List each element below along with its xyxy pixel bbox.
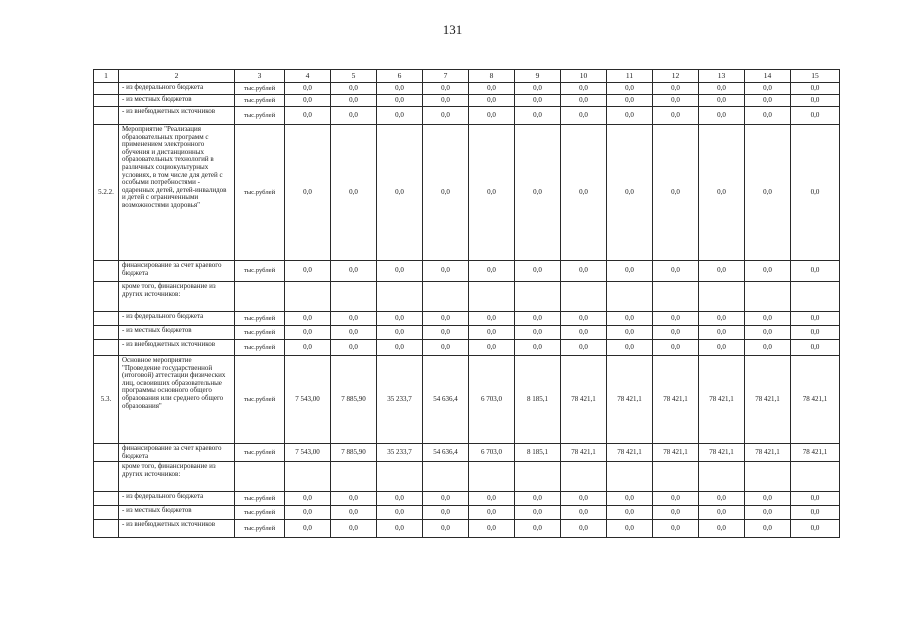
value-cell: 0,0 <box>745 312 791 326</box>
table-row <box>94 125 840 261</box>
value-cell: 0,0 <box>377 312 423 326</box>
value-cell <box>285 462 331 492</box>
value-cell: 0,0 <box>469 520 515 538</box>
item-number-cell <box>94 282 119 312</box>
value-cell: 0,0 <box>561 95 607 107</box>
table-row <box>94 340 840 356</box>
value-cell: 0,0 <box>745 107 791 125</box>
value-cell: 0,0 <box>791 312 840 326</box>
value-cell: 0,0 <box>607 520 653 538</box>
value-cell: 7 885,90 <box>331 444 377 462</box>
value-cell: 0,0 <box>515 492 561 506</box>
value-cell: 0,0 <box>423 340 469 356</box>
description-cell: - из местных бюджетов <box>119 95 235 107</box>
unit-cell: тыс.рублей <box>235 95 285 107</box>
value-cell <box>607 282 653 312</box>
value-cell: 0,0 <box>791 107 840 125</box>
value-cell <box>377 462 423 492</box>
value-cell: 0,0 <box>469 83 515 95</box>
value-cell: 0,0 <box>331 125 377 261</box>
table-row <box>94 462 840 492</box>
value-cell: 0,0 <box>561 312 607 326</box>
value-cell: 0,0 <box>377 125 423 261</box>
value-cell: 0,0 <box>423 83 469 95</box>
value-cell: 0,0 <box>285 261 331 282</box>
description-cell: - из местных бюджетов <box>119 506 235 520</box>
value-cell: 0,0 <box>469 107 515 125</box>
value-cell: 0,0 <box>745 83 791 95</box>
table-row <box>94 261 840 282</box>
table-row <box>94 492 840 506</box>
table-row <box>94 282 840 312</box>
table-row <box>94 312 840 326</box>
value-cell: 0,0 <box>653 95 699 107</box>
value-cell <box>653 282 699 312</box>
column-number-cell: 1 <box>94 70 119 83</box>
value-cell <box>469 282 515 312</box>
unit-cell: тыс.рублей <box>235 326 285 340</box>
value-cell: 0,0 <box>377 326 423 340</box>
value-cell: 0,0 <box>515 125 561 261</box>
column-number-cell: 7 <box>423 70 469 83</box>
value-cell: 0,0 <box>331 261 377 282</box>
value-cell: 0,0 <box>423 312 469 326</box>
value-cell: 0,0 <box>745 340 791 356</box>
value-cell: 0,0 <box>791 506 840 520</box>
item-number-cell <box>94 326 119 340</box>
value-cell: 6 703,0 <box>469 356 515 444</box>
value-cell: 0,0 <box>745 326 791 340</box>
value-cell <box>607 462 653 492</box>
value-cell: 8 185,1 <box>515 444 561 462</box>
value-cell: 0,0 <box>515 83 561 95</box>
table-header-row <box>94 70 840 83</box>
column-number-cell: 2 <box>119 70 235 83</box>
unit-cell: тыс.рублей <box>235 520 285 538</box>
value-cell: 0,0 <box>331 95 377 107</box>
value-cell: 0,0 <box>791 261 840 282</box>
value-cell: 0,0 <box>285 520 331 538</box>
value-cell <box>423 462 469 492</box>
description-cell: Основное мероприятие "Проведение государственной (итоговой) аттестации физических лиц, освоивших образовательные программы основного общего образования или среднего общего образования" <box>119 356 235 444</box>
value-cell: 0,0 <box>607 95 653 107</box>
value-cell: 0,0 <box>515 326 561 340</box>
column-number-cell: 9 <box>515 70 561 83</box>
value-cell: 0,0 <box>285 312 331 326</box>
value-cell: 0,0 <box>653 326 699 340</box>
unit-cell <box>235 462 285 492</box>
value-cell: 0,0 <box>377 492 423 506</box>
value-cell: 7 885,90 <box>331 356 377 444</box>
value-cell: 0,0 <box>469 506 515 520</box>
value-cell: 0,0 <box>791 326 840 340</box>
unit-cell: тыс.рублей <box>235 356 285 444</box>
column-number-cell: 10 <box>561 70 607 83</box>
value-cell: 0,0 <box>699 520 745 538</box>
value-cell: 0,0 <box>653 506 699 520</box>
column-number-cell: 11 <box>607 70 653 83</box>
value-cell: 0,0 <box>699 95 745 107</box>
value-cell: 54 636,4 <box>423 444 469 462</box>
value-cell: 0,0 <box>423 125 469 261</box>
value-cell <box>699 282 745 312</box>
value-cell: 0,0 <box>469 125 515 261</box>
value-cell <box>331 282 377 312</box>
item-number-cell <box>94 340 119 356</box>
description-cell: финансирование за счет краевого бюджета <box>119 444 235 462</box>
value-cell <box>285 282 331 312</box>
value-cell: 78 421,1 <box>699 444 745 462</box>
item-number-cell <box>94 107 119 125</box>
value-cell: 8 185,1 <box>515 356 561 444</box>
value-cell: 0,0 <box>653 107 699 125</box>
value-cell <box>515 282 561 312</box>
value-cell: 7 543,00 <box>285 356 331 444</box>
column-number-cell: 12 <box>653 70 699 83</box>
value-cell: 0,0 <box>791 492 840 506</box>
item-number-cell <box>94 462 119 492</box>
table-row <box>94 520 840 538</box>
item-number-cell <box>94 312 119 326</box>
value-cell <box>791 282 840 312</box>
value-cell: 0,0 <box>561 107 607 125</box>
column-number-cell: 6 <box>377 70 423 83</box>
value-cell: 78 421,1 <box>699 356 745 444</box>
value-cell: 0,0 <box>745 492 791 506</box>
value-cell: 35 233,7 <box>377 444 423 462</box>
value-cell: 0,0 <box>699 492 745 506</box>
value-cell: 0,0 <box>515 506 561 520</box>
unit-cell: тыс.рублей <box>235 340 285 356</box>
value-cell: 0,0 <box>653 492 699 506</box>
value-cell: 0,0 <box>561 520 607 538</box>
value-cell: 0,0 <box>331 83 377 95</box>
budget-table <box>93 69 840 538</box>
value-cell: 0,0 <box>285 125 331 261</box>
description-cell: - из внебюджетных источников <box>119 107 235 125</box>
value-cell: 78 421,1 <box>561 356 607 444</box>
table-row <box>94 506 840 520</box>
value-cell: 0,0 <box>285 492 331 506</box>
value-cell: 0,0 <box>699 125 745 261</box>
value-cell: 0,0 <box>561 261 607 282</box>
value-cell: 0,0 <box>377 340 423 356</box>
value-cell: 0,0 <box>561 125 607 261</box>
page-number: 131 <box>442 22 463 37</box>
table-row <box>94 326 840 340</box>
value-cell: 78 421,1 <box>745 444 791 462</box>
item-number-cell: 5.3. <box>94 356 119 444</box>
value-cell <box>791 462 840 492</box>
value-cell <box>423 282 469 312</box>
value-cell: 0,0 <box>285 95 331 107</box>
description-cell: - из федерального бюджета <box>119 83 235 95</box>
value-cell: 0,0 <box>745 95 791 107</box>
table-row <box>94 444 840 462</box>
value-cell: 0,0 <box>377 506 423 520</box>
value-cell: 7 543,00 <box>285 444 331 462</box>
value-cell: 0,0 <box>469 312 515 326</box>
value-cell: 0,0 <box>377 261 423 282</box>
value-cell <box>561 462 607 492</box>
value-cell: 0,0 <box>285 340 331 356</box>
description-cell: - из местных бюджетов <box>119 326 235 340</box>
column-number-cell: 5 <box>331 70 377 83</box>
column-number-cell: 14 <box>745 70 791 83</box>
value-cell: 0,0 <box>331 340 377 356</box>
item-number-cell <box>94 492 119 506</box>
unit-cell: тыс.рублей <box>235 125 285 261</box>
value-cell: 0,0 <box>285 326 331 340</box>
item-number-cell <box>94 95 119 107</box>
value-cell: 0,0 <box>607 506 653 520</box>
unit-cell: тыс.рублей <box>235 83 285 95</box>
value-cell: 35 233,7 <box>377 356 423 444</box>
value-cell: 0,0 <box>331 492 377 506</box>
value-cell: 0,0 <box>653 261 699 282</box>
item-number-cell <box>94 520 119 538</box>
value-cell: 0,0 <box>699 312 745 326</box>
value-cell <box>515 462 561 492</box>
value-cell: 0,0 <box>469 492 515 506</box>
value-cell: 0,0 <box>699 326 745 340</box>
item-number-cell <box>94 444 119 462</box>
value-cell: 0,0 <box>653 520 699 538</box>
description-cell: финансирование за счет краевого бюджета <box>119 261 235 282</box>
value-cell: 0,0 <box>285 506 331 520</box>
value-cell: 0,0 <box>561 340 607 356</box>
value-cell: 0,0 <box>423 326 469 340</box>
unit-cell: тыс.рублей <box>235 444 285 462</box>
description-cell: Мероприятие "Реализация образовательных программ с применением электронного обучения и дистанционных образовательных технологий в различных социокультурных условиях, в том числе для детей с особыми потребностями - одаренных детей, детей-инвалидов и детей с ограниченными возможностями здоровья" <box>119 125 235 261</box>
description-cell: - из федерального бюджета <box>119 312 235 326</box>
value-cell: 0,0 <box>515 312 561 326</box>
value-cell: 78 421,1 <box>561 444 607 462</box>
value-cell: 0,0 <box>653 340 699 356</box>
value-cell: 0,0 <box>423 107 469 125</box>
value-cell: 0,0 <box>515 95 561 107</box>
table-body <box>94 70 840 538</box>
value-cell: 0,0 <box>561 492 607 506</box>
item-number-cell <box>94 261 119 282</box>
item-number-cell: 5.2.2. <box>94 125 119 261</box>
value-cell: 0,0 <box>607 107 653 125</box>
value-cell: 0,0 <box>331 506 377 520</box>
unit-cell: тыс.рублей <box>235 492 285 506</box>
value-cell: 0,0 <box>791 520 840 538</box>
table-row <box>94 107 840 125</box>
description-cell: - из внебюджетных источников <box>119 520 235 538</box>
value-cell <box>745 282 791 312</box>
value-cell: 0,0 <box>791 83 840 95</box>
value-cell: 78 421,1 <box>745 356 791 444</box>
value-cell: 0,0 <box>469 340 515 356</box>
unit-cell: тыс.рублей <box>235 506 285 520</box>
value-cell: 0,0 <box>469 326 515 340</box>
value-cell: 0,0 <box>653 83 699 95</box>
value-cell <box>653 462 699 492</box>
unit-cell: тыс.рублей <box>235 107 285 125</box>
value-cell: 0,0 <box>699 107 745 125</box>
value-cell: 0,0 <box>377 83 423 95</box>
value-cell: 0,0 <box>331 520 377 538</box>
item-number-cell <box>94 83 119 95</box>
table-row <box>94 95 840 107</box>
unit-cell: тыс.рублей <box>235 312 285 326</box>
description-cell: кроме того, финансирование из других источников: <box>119 282 235 312</box>
value-cell: 0,0 <box>515 261 561 282</box>
value-cell: 78 421,1 <box>791 356 840 444</box>
value-cell: 6 703,0 <box>469 444 515 462</box>
unit-cell: тыс.рублей <box>235 261 285 282</box>
value-cell: 0,0 <box>377 95 423 107</box>
value-cell: 0,0 <box>607 261 653 282</box>
value-cell <box>377 282 423 312</box>
value-cell: 0,0 <box>607 340 653 356</box>
table-row <box>94 356 840 444</box>
value-cell: 0,0 <box>607 492 653 506</box>
value-cell: 0,0 <box>285 107 331 125</box>
value-cell <box>561 282 607 312</box>
value-cell: 0,0 <box>377 107 423 125</box>
value-cell: 0,0 <box>607 312 653 326</box>
value-cell: 0,0 <box>561 326 607 340</box>
item-number-cell <box>94 506 119 520</box>
value-cell: 0,0 <box>791 340 840 356</box>
value-cell: 0,0 <box>423 520 469 538</box>
column-number-cell: 4 <box>285 70 331 83</box>
value-cell: 0,0 <box>699 261 745 282</box>
column-number-cell: 13 <box>699 70 745 83</box>
value-cell <box>699 462 745 492</box>
value-cell: 0,0 <box>607 326 653 340</box>
value-cell: 78 421,1 <box>607 356 653 444</box>
value-cell: 0,0 <box>423 261 469 282</box>
value-cell: 0,0 <box>745 520 791 538</box>
value-cell: 0,0 <box>423 506 469 520</box>
value-cell: 0,0 <box>745 506 791 520</box>
column-number-cell: 8 <box>469 70 515 83</box>
value-cell <box>331 462 377 492</box>
description-cell: - из федерального бюджета <box>119 492 235 506</box>
value-cell: 0,0 <box>515 520 561 538</box>
value-cell: 54 636,4 <box>423 356 469 444</box>
value-cell: 0,0 <box>469 261 515 282</box>
column-number-cell: 15 <box>791 70 840 83</box>
value-cell: 0,0 <box>653 312 699 326</box>
description-cell: - из внебюджетных источников <box>119 340 235 356</box>
value-cell: 0,0 <box>699 506 745 520</box>
value-cell: 0,0 <box>561 83 607 95</box>
value-cell: 0,0 <box>607 125 653 261</box>
value-cell: 0,0 <box>745 261 791 282</box>
value-cell: 0,0 <box>607 83 653 95</box>
value-cell: 0,0 <box>515 340 561 356</box>
column-number-cell: 3 <box>235 70 285 83</box>
value-cell <box>469 462 515 492</box>
value-cell: 78 421,1 <box>607 444 653 462</box>
value-cell: 0,0 <box>423 492 469 506</box>
value-cell: 0,0 <box>699 340 745 356</box>
description-cell: кроме того, финансирование из других источников: <box>119 462 235 492</box>
value-cell: 0,0 <box>331 326 377 340</box>
value-cell: 0,0 <box>699 83 745 95</box>
value-cell <box>745 462 791 492</box>
value-cell: 0,0 <box>653 125 699 261</box>
table-row <box>94 83 840 95</box>
value-cell: 78 421,1 <box>653 356 699 444</box>
value-cell: 0,0 <box>791 95 840 107</box>
value-cell: 0,0 <box>285 83 331 95</box>
value-cell: 0,0 <box>469 95 515 107</box>
value-cell: 0,0 <box>745 125 791 261</box>
value-cell: 0,0 <box>331 312 377 326</box>
value-cell: 0,0 <box>331 107 377 125</box>
value-cell: 0,0 <box>561 506 607 520</box>
value-cell: 78 421,1 <box>791 444 840 462</box>
value-cell: 0,0 <box>515 107 561 125</box>
value-cell: 0,0 <box>791 125 840 261</box>
value-cell: 0,0 <box>377 520 423 538</box>
value-cell: 0,0 <box>423 95 469 107</box>
value-cell: 78 421,1 <box>653 444 699 462</box>
unit-cell <box>235 282 285 312</box>
